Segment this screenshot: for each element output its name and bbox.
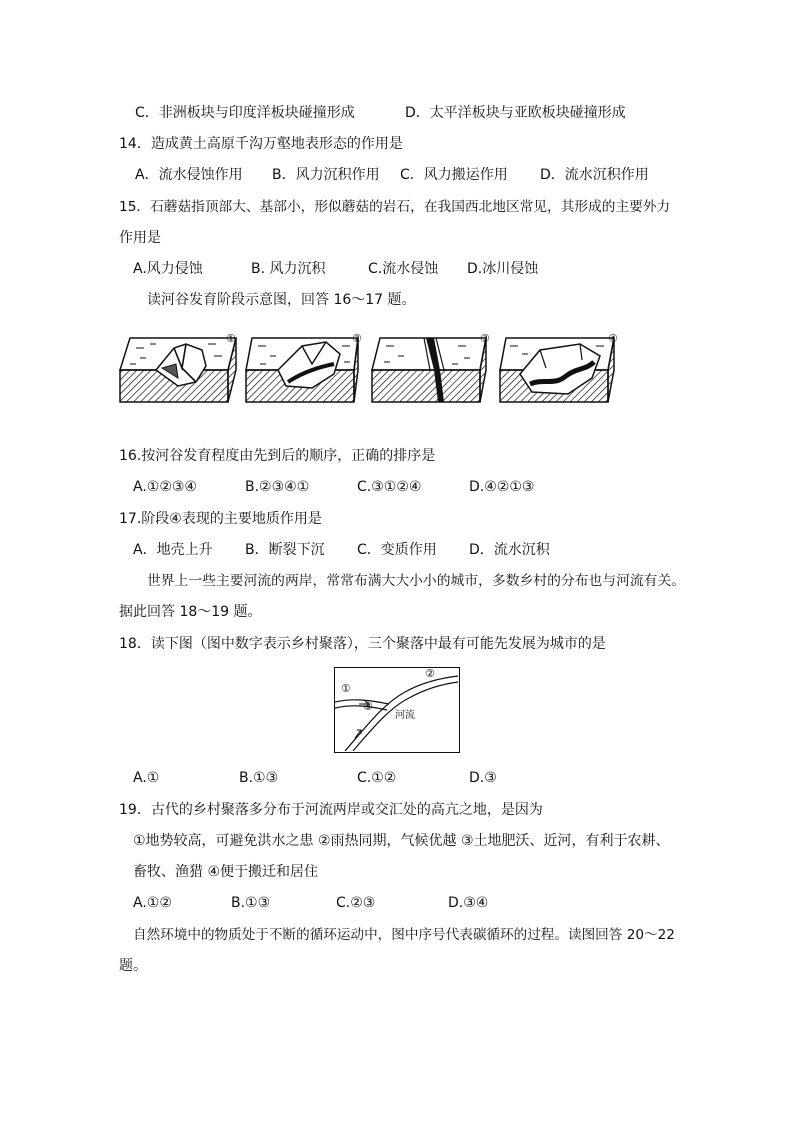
q19-line2: 畜牧、渔猎 ④便于搬迁和居住 xyxy=(133,864,319,880)
valley-block-1 xyxy=(120,338,236,402)
q13-option-c: C．非洲板块与印度洋板块碰撞形成 xyxy=(135,105,355,121)
stage-label-1: ① xyxy=(226,332,236,345)
river-settlement-figure xyxy=(334,667,460,753)
stage-label-4: ④ xyxy=(608,332,618,345)
q16-option-b: B.②③④① xyxy=(245,479,310,495)
q18-option-c: C.①② xyxy=(357,770,397,786)
q16-stem: 16.按河谷发育程度由先到后的顺序，正确的排序是 xyxy=(119,448,436,464)
q18-option-b: B.①③ xyxy=(239,770,279,786)
q17-option-d: D．流水沉积 xyxy=(469,542,550,558)
q14-option-b: B．风力沉积作用 xyxy=(272,167,380,183)
valley-block-3 xyxy=(372,338,486,402)
stage-label-3: ③ xyxy=(480,332,490,345)
intro-16-17: 读河谷发育阶段示意图，回答 16～17 题。 xyxy=(147,292,416,308)
village-label-1: ① xyxy=(341,682,351,695)
q17-stem: 17.阶段④表现的主要地质作用是 xyxy=(119,511,322,527)
intro-20-22-line2: 题。 xyxy=(119,958,147,974)
valley-block-2 xyxy=(246,338,358,402)
q17-option-b: B．断裂下沉 xyxy=(245,542,325,558)
intro-20-22-line1: 自然环境中的物质处于不断的循环运动中，图中序号代表碳循环的过程。读图回答 20～22 xyxy=(133,927,675,943)
q16-option-c: C.③①②④ xyxy=(357,479,422,495)
stage-label-2: ② xyxy=(352,332,362,345)
q19-line1: ①地势较高，可避免洪水之患 ②雨热同期，气候优越 ③土地肥沃、近河，有利于农耕、 xyxy=(133,833,670,849)
q18-stem: 18．读下图（图中数字表示乡村聚落），三个聚落中最有可能先发展为城市的是 xyxy=(119,636,606,652)
q15-stem-line1: 15．石蘑菇指顶部大、基部小，形似蘑菇的岩石，在我国西北地区常见，其形成的主要外力 xyxy=(119,199,671,215)
q19-option-a: A.①② xyxy=(133,895,172,911)
q19-option-b: B.①③ xyxy=(231,895,271,911)
q15-stem-line2: 作用是 xyxy=(119,230,161,246)
q14-option-d: D．流水沉积作用 xyxy=(540,167,649,183)
valley-development-figure xyxy=(116,334,630,410)
village-label-3: ③ xyxy=(363,700,373,713)
q15-option-c: C.流水侵蚀 xyxy=(368,261,439,277)
q13-option-d: D．太平洋板块与亚欧板块碰撞形成 xyxy=(405,105,626,121)
q18-option-a: A.① xyxy=(133,770,160,786)
q17-option-a: A．地壳上升 xyxy=(133,542,213,558)
q19-option-d: D.③④ xyxy=(448,895,489,911)
q17-option-c: C．变质作用 xyxy=(357,542,437,558)
q14-option-a: A．流水侵蚀作用 xyxy=(135,167,243,183)
q18-option-d: D.③ xyxy=(469,770,497,786)
intro-18-19-line1: 世界上一些主要河流的两岸，常常布满大大小小的城市，多数乡村的分布也与河流有关。 xyxy=(147,573,686,589)
q16-option-a: A.①②③④ xyxy=(133,479,197,495)
q15-option-b: B. 风力沉积 xyxy=(251,261,326,277)
q19-option-c: C.②③ xyxy=(336,895,376,911)
q15-option-d: D.冰川侵蚀 xyxy=(467,261,539,277)
intro-18-19-line2: 据此回答 18～19 题。 xyxy=(119,604,262,620)
q19-stem: 19．古代的乡村聚落多分布于河流两岸或交汇处的高亢之地，是因为 xyxy=(119,802,543,818)
q16-option-d: D.④②①③ xyxy=(469,479,535,495)
q15-option-a: A.风力侵蚀 xyxy=(133,261,203,277)
valley-block-4 xyxy=(500,338,614,402)
river-label: 河流 xyxy=(395,710,415,721)
q14-option-c: C．风力搬运作用 xyxy=(400,167,508,183)
q14-stem: 14．造成黄土高原千沟万壑地表形态的作用是 xyxy=(119,136,403,152)
village-label-2: ② xyxy=(425,667,435,680)
